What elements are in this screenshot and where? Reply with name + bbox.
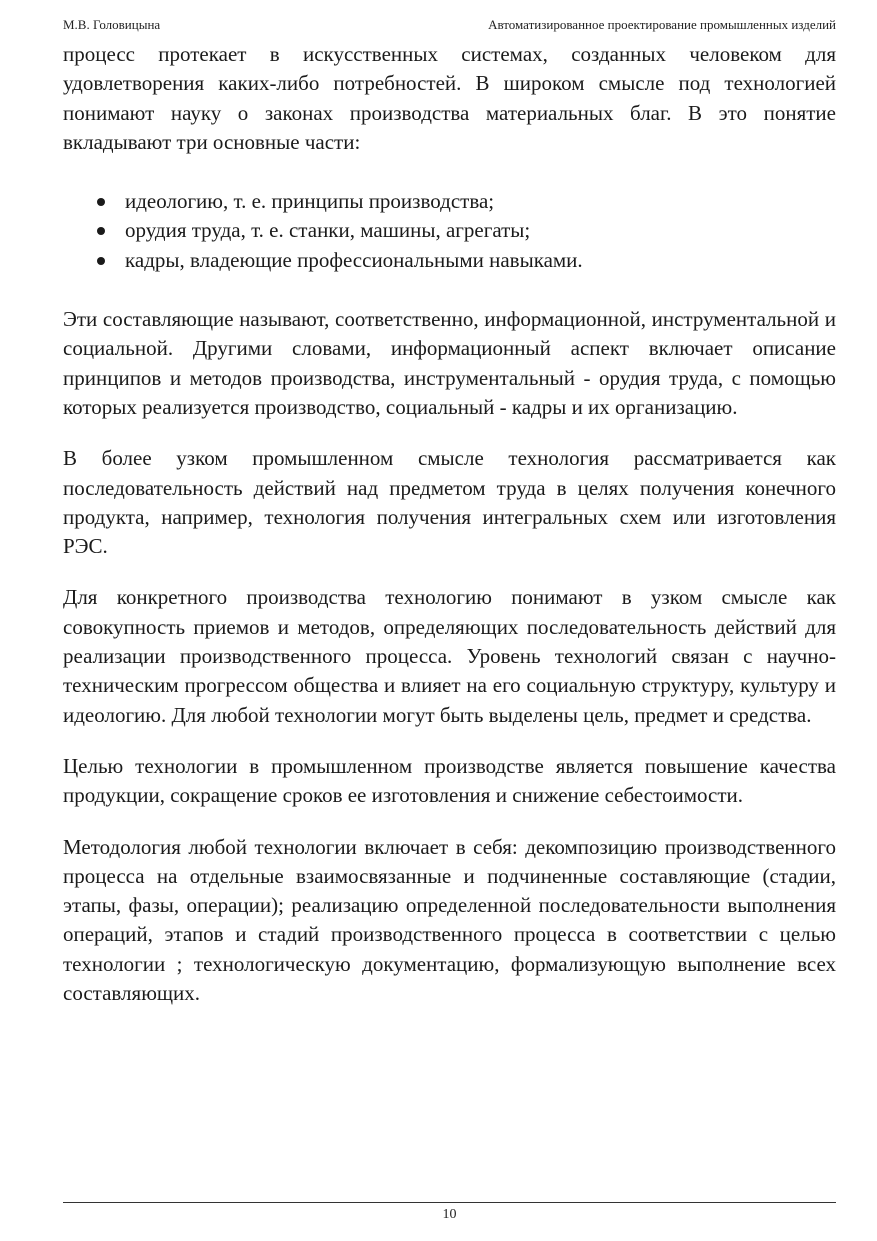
list-item-text: кадры, владеющие профессиональными навыками. [125, 247, 583, 272]
document-body [63, 40, 836, 1008]
bullet-icon [97, 198, 105, 206]
header-author: М.В. Головицына [63, 17, 161, 32]
list-item [97, 216, 836, 245]
list-item-text: идеологию, т. е. принципы производства; [125, 189, 495, 214]
list-item-text: орудия труда, т. е. станки, машины, агрегаты; [125, 218, 531, 243]
bullet-icon [97, 257, 105, 265]
footer-divider [63, 1202, 836, 1203]
paragraph-continuation: процесс протекает в искусственных системах, созданных человеком для удовлетворения каких-либо потребностей. В широком смысле под технологией понимают науку о законах производства материальных благ. В это понятие вкладывают три основные части: [63, 42, 836, 154]
paragraph: Целью технологии в промышленном производстве является повышение качества продукции, сокращение сроков ее изготовления и снижение себестоимости. [63, 753, 836, 808]
page-header [63, 16, 836, 34]
header-title: Автоматизированное проектирование промышленных изделий [488, 17, 836, 32]
paragraph: В более узком промышленном смысле технология рассматривается как последовательность действий над предметом труда в целях получения конечного продукта, например, технология получения интегральных схем или изготовления РЭС. [63, 446, 836, 559]
bullet-list [63, 187, 836, 275]
bullet-icon [97, 227, 105, 235]
paragraph: Для конкретного производства технологию понимают в узком смысле как совокупность приемов и методов, определяющих последовательность действий для реализации производственного процесса. Уровень технологий связан с научно-техническим прогрессом общества и влияет на его социальную структуру, культуру и идеологию. Для любой технологии могут быть выделены цель, предмет и средства. [63, 585, 836, 727]
paragraph: Эти составляющие называют, соответственно, информационной, инструментальной и социальной. Другими словами, информационный аспект включает описание принципов и методов производства, инструментальный - орудия труда, с помощью которых реализуется производство, социальный - кадры и их организацию. [63, 307, 836, 419]
list-item [97, 187, 836, 216]
paragraph: Методология любой технологии включает в себя: декомпозицию производственного процесса на отдельные взаимосвязанные и подчиненные составляющие (стадии, этапы, фазы, операции); реализацию определенной последовательности выполнения операций, этапов и стадий производственного процесса в соответствии с целью технологии ; технологическую документацию, формализующую выполнение всех составляющих. [63, 834, 836, 1006]
list-item [97, 246, 836, 275]
page-number: 10 [442, 1207, 457, 1222]
